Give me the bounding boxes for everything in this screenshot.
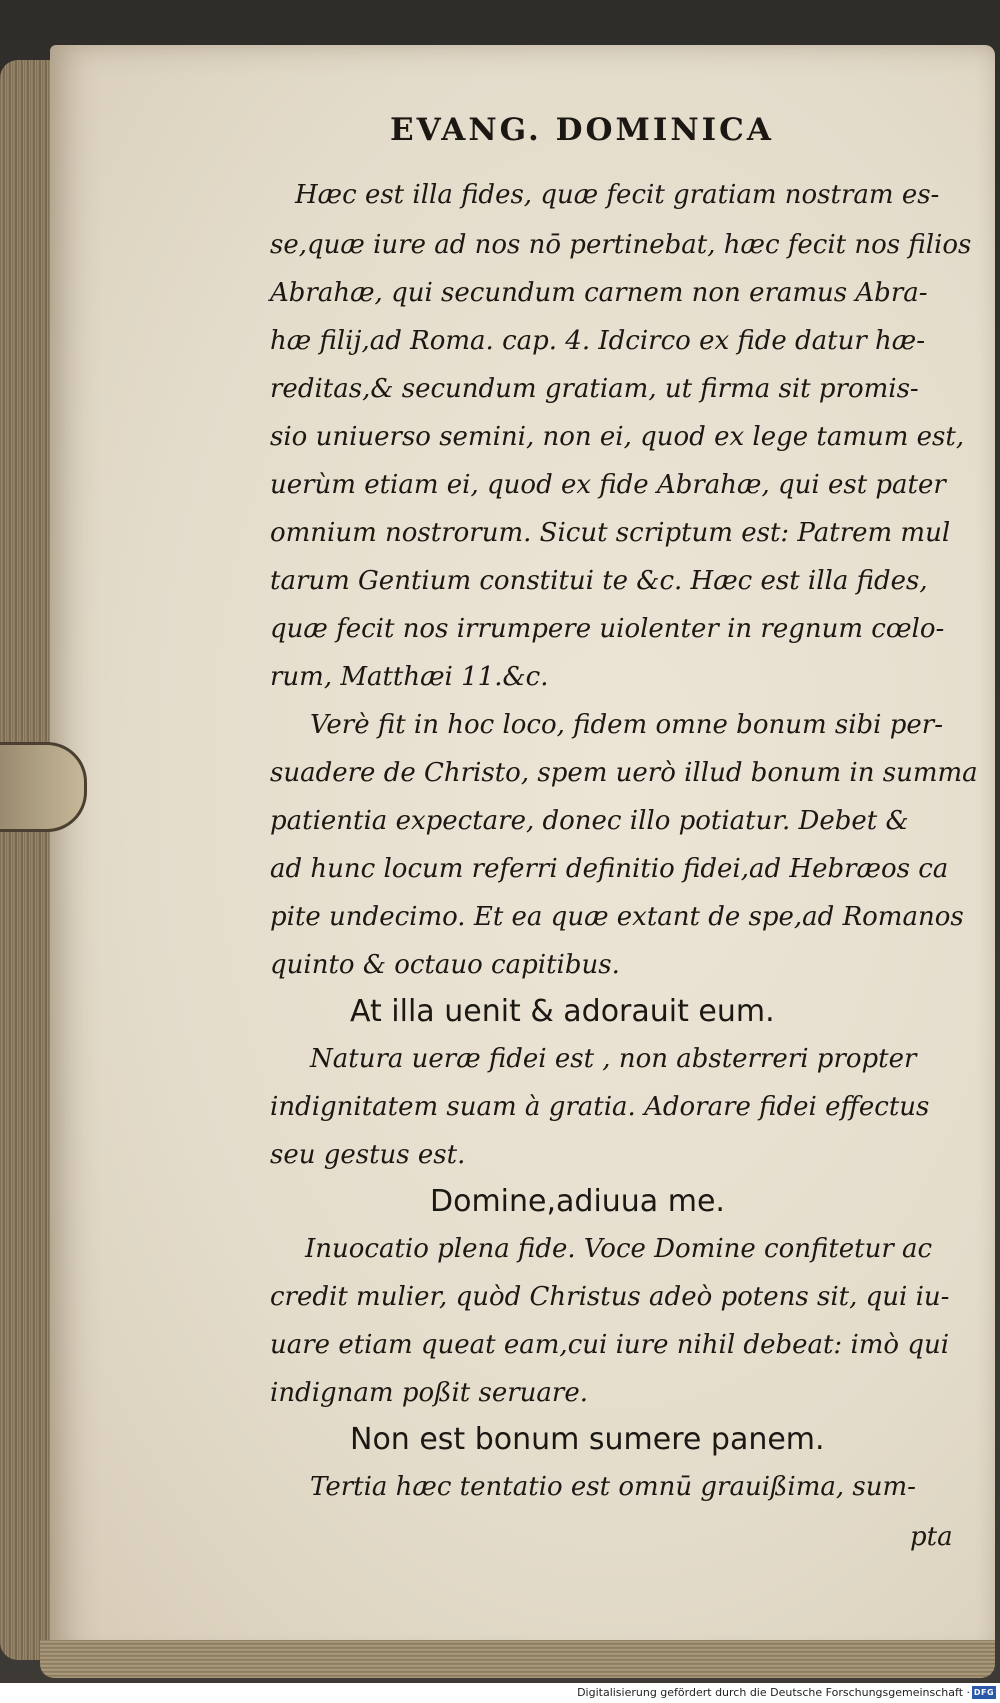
text-line: Verè fit in hoc loco, fidem omne bonum sibi per-	[310, 710, 944, 740]
bottom-page-edges	[40, 1640, 995, 1678]
scripture-verse: Non est bonum sumere panem.	[350, 1422, 825, 1457]
text-line: reditas,& secundum gratiam, ut firma sit promis-	[270, 374, 919, 404]
text-line: pite undecimo. Et ea quæ extant de spe,ad Romanos	[270, 902, 964, 932]
text-line: sio uniuerso semini, non ei, quod ex lege tamum est,	[270, 422, 965, 452]
text-line: Inuocatio plena fide. Voce Domine confitetur ac	[305, 1234, 933, 1264]
text-line: quinto & octauo capitibus.	[270, 950, 620, 980]
catchword: pta	[910, 1522, 953, 1552]
text-line: uare etiam queat eam,cui iure nihil debeat: imò qui	[270, 1330, 950, 1360]
scripture-verse: Domine,adiuua me.	[430, 1184, 725, 1219]
dfg-logo-icon: DFG	[973, 1688, 995, 1697]
text-line: seu gestus est.	[270, 1140, 466, 1170]
text-line: indignam poßit seruare.	[270, 1378, 589, 1408]
running-head: EVANG. DOMINICA	[390, 112, 774, 148]
digitization-footer	[0, 1683, 1000, 1703]
text-line: ad hunc locum referri definitio fidei,ad Hebræos ca	[270, 854, 949, 884]
scripture-verse: At illa uenit & adorauit eum.	[350, 994, 775, 1029]
text-line: suadere de Christo, spem uerò illud bonum in summa	[270, 758, 978, 788]
text-line: omnium nostrorum. Sicut scriptum est: Patrem mul	[270, 518, 951, 548]
text-line: rum, Matthæi 11.&c.	[270, 662, 549, 692]
text-line: tarum Gentium constitui te &c. Hæc est illa fides,	[270, 566, 928, 596]
text-line: indignitatem suam à gratia. Adorare fidei effectus	[270, 1092, 930, 1122]
text-line: credit mulier, quòd Christus adeò potens sit, qui iu-	[270, 1282, 950, 1312]
book-clasp	[0, 742, 87, 832]
text-line: quæ fecit nos irrumpere uiolenter in regnum cœlo-	[270, 614, 945, 644]
text-line: patientia expectare, donec illo potiatur. Debet &	[270, 806, 909, 836]
text-line: Tertia hæc tentatio est omnū grauißima, sum-	[310, 1472, 916, 1502]
text-line: Abrahæ, qui secundum carnem non eramus Abra-	[270, 278, 928, 308]
text-line: uerùm etiam ei, quod ex fide Abrahæ, qui est pater	[270, 470, 946, 500]
footer-credit: Digitalisierung gefördert durch die Deutsche Forschungsgemeinschaft ·	[577, 1686, 970, 1699]
text-line: Natura ueræ fidei est , non absterreri propter	[310, 1044, 917, 1074]
text-line: hæ filij,ad Roma. cap. 4. Idcirco ex fide datur hæ-	[270, 326, 926, 356]
text-line: se,quæ iure ad nos nō pertinebat, hæc fecit nos filios	[270, 230, 972, 260]
text-line: Hæc est illa fides, quæ fecit gratiam nostram es-	[295, 180, 940, 210]
